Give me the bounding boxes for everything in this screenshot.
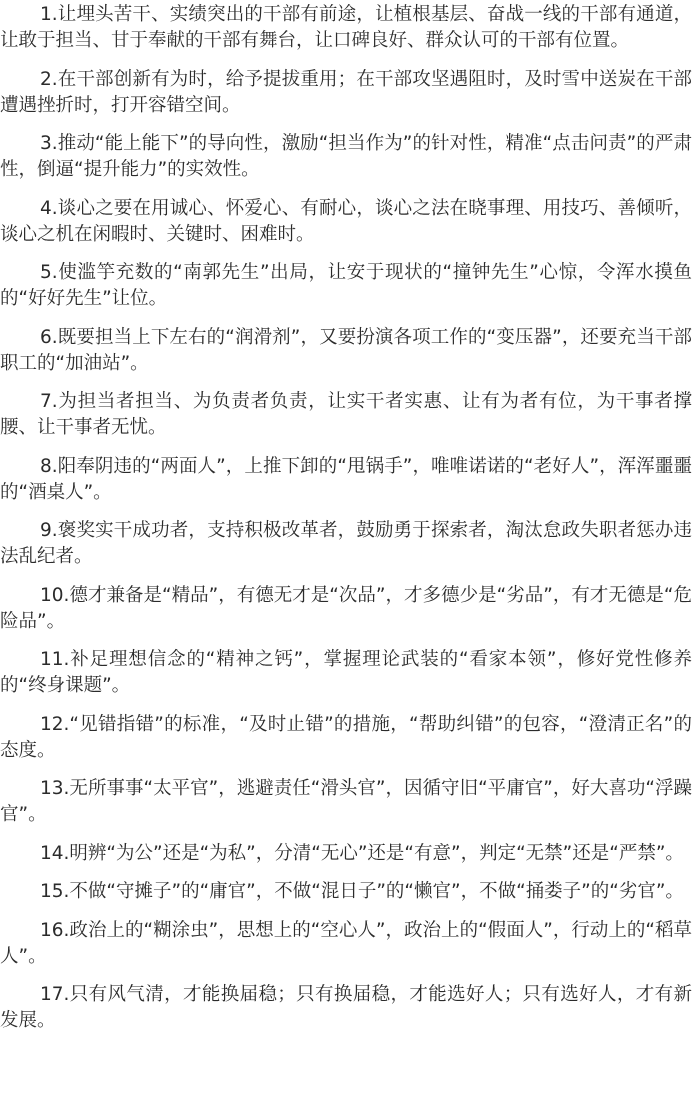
paragraph-16: 16.政治上的“糊涂虫”，思想上的“空心人”，政治上的“假面人”，行动上的“稻草人”。 xyxy=(0,919,692,967)
paragraph-3: 3.推动“能上能下”的导向性，激励“担当作为”的针对性，精准“点击问责”的严肃性，倒逼“提升能力”的实效性。 xyxy=(0,133,692,180)
paragraph-13: 13.无所事事“太平官”，逃避责任“滑头官”，因循守旧“平庸官”，好大喜功“浮躁官”。 xyxy=(0,778,692,825)
paragraph-17: 17.只有风气清，才能换届稳；只有换届稳，才能选好人；只有选好人，才有新发展。 xyxy=(0,984,692,1031)
paragraph-5: 5.使滥竽充数的“南郭先生”出局，让安于现状的“撞钟先生”心惊，令浑水摸鱼的“好好先生”让位。 xyxy=(0,262,692,309)
paragraph-4: 4.谈心之要在用诚心、怀爱心、有耐心，谈心之法在晓事理、用技巧、善倾听，谈心之机在闲暇时、关键时、困难时。 xyxy=(0,197,692,245)
paragraph-8: 8.阳奉阴违的“两面人”，上推下卸的“甩锅手”，唯唯诺诺的“老好人”，浑浑噩噩的“酒桌人”。 xyxy=(0,455,692,503)
paragraph-11: 11.补足理想信念的“精神之钙”，掌握理论武装的“看家本领”，修好党性修养的“终身课题”。 xyxy=(0,649,692,696)
paragraph-2: 2.在干部创新有为时，给予提拔重用；在干部攻坚遇阻时，及时雪中送炭在干部遭遇挫折时，打开容错空间。 xyxy=(0,68,692,116)
paragraph-10: 10.德才兼备是“精品”，有德无才是“次品”，才多德少是“劣品”，有才无德是“危险品”。 xyxy=(0,584,692,632)
paragraph-15: 15.不做“守摊子”的“庸官”，不做“混日子”的“懒官”，不做“捅娄子”的“劣官”。 xyxy=(40,881,684,902)
paragraph-6: 6.既要担当上下左右的“润滑剂”，又要扮演各项工作的“变压器”，还要充当干部职工的“加油站”。 xyxy=(0,326,692,374)
paragraph-12: 12.“见错指错”的标准，“及时止错”的措施，“帮助纠错”的包容，“澄清正名”的态度。 xyxy=(0,713,692,761)
paragraph-9: 9.褒奖实干成功者，支持积极改革者，鼓励勇于探索者，淘汰怠政失职者惩办违法乱纪者。 xyxy=(0,520,692,567)
paragraph-14: 14.明辨“为公”还是“为私”，分清“无心”还是“有意”，判定“无禁”还是“严禁”。 xyxy=(40,842,684,864)
paragraph-1: 1.让埋头苦干、实绩突出的干部有前途，让植根基层、奋战一线的干部有通道，让敢于担当、甘于奉献的干部有舞台，让口碑良好、群众认可的干部有位置。 xyxy=(0,4,692,51)
paragraph-7: 7.为担当者担当、为负责者负责，让实干者实惠、让有为者有位，为干事者撑腰、让干事者无忧。 xyxy=(0,391,692,438)
